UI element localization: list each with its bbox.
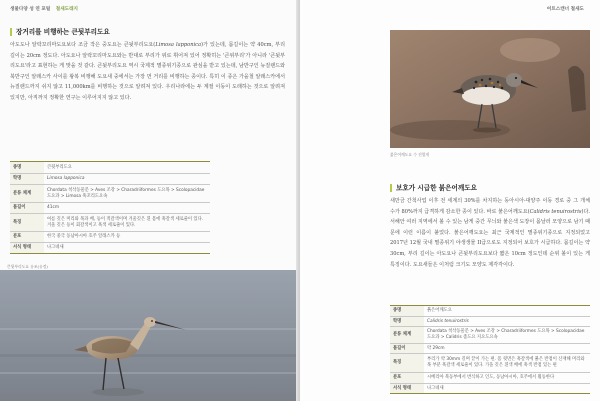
left-body-text: 아도도나 알락꼬리마도요보다 조금 작은 중도요는 큰뒷부리도요(Limosa lapponica)가 있는데, 몸길이는 약 40cm, 부리 길이는 20cm 정도다. 아도요나 알락꼬리마도요와는 반대로 부리가 위로 휘어져 있어 정확히는 '큰위부리'가 아니라 '큰뒷부리도요'라고 표현하는 게 맞을 것 같다. 큰뒷부리도요 역시 국제적 멸종위기종으로 관심을 받고 있는데, 남반구인 뉴질랜드와 북반구인 알래스카 사이를 왕복 비행해 도요새 중에서는 가장 먼 거리를 비행하는 종이다. 특히 이 종은 가을철 알래스카에서 뉴질랜드까지 쉬지 않고 11,000km를 비행하는 것으로 알려져 있다. 우리나라에는 두 계절 이동이 도래하는 것으로 알려져 있지만, 아직까지 정확한 연구는 이루어지지 않고 있다. [10, 42, 286, 101]
great-knot-photo [390, 30, 590, 148]
right-running-header: 어트스캔너 철새도 [546, 7, 584, 12]
left-species-table: 종명 큰뒷부리도요 학명 Limosa lapponica 분류 체계 Chordata 척삭동물문 > Aves 조강 > Charadriiformes 도요목 > Scolopacidae 도요과 > Limosa 흑꼬리도요속 몸길이 41cm 특징 여름 깃은 머리와 목과 배, 등이 적갈색이며 겨울깃은 흰 몸에 흑갈색 세로줄이 있다. 겨울 깃은 등이 회갈색이고 흑색 세로줄이 있다. 분포 한국 중국 동남아시아 호주 알래스카 등 서식 형태 나그네새 [10, 161, 210, 254]
left-heading: 장거리를 비행하는 큰뒷부리도요 [10, 28, 110, 36]
left-page [0, 0, 298, 401]
right-page [300, 0, 600, 401]
right-photo-caption: 붉은어깨도요 수 진열개 [390, 152, 430, 157]
right-species-table: 종명 붉은어깨도요 학명 Calidris tenuirostris 분류 체계 Chordata 척삭동물문 > Aves 조강 > Charadriiformes 도요목 > Scolopacidae 도요과 > Calidris 좀도요 지요도요속 몸길이 약 29cm 특징 부리가 약 30mm 길며 끝이 가는 편. 몸 윗면은 흑갈색에 붉은 반점이 산재해 머리와 목 부분 흑갈색 세로줄이 있다. 가을 깃은 흰색 배에 흑색 반점 있는 편 분포 시베리아 북동부에서 번식하고 인도, 동남아시아, 호주에서 월동한다 서식 형태 나그네새 [390, 305, 590, 394]
left-running-header: 생물다양 성 연 포털 철새도래지 [10, 7, 78, 12]
godwit-illustration [0, 270, 298, 401]
right-body-text: 새만금 간척사업 이후 전 세계의 30%를 차지하는 동아시아-대양주 이동 경로 중 그 개체 수가 80%까지 급격하게 감소한 종이 있다. 바로 붉은어깨도요(Calidris tenuirostris)다. 서해안 여러 지역에서 볼 수 있는 남게 중간 무늬와 붉은색 도장이 몸날러 모양으로 남기 때문에 이런 이름이 붙었다. 붉은어깨도요는 최근 국제적인 멸종위기종으로 지정되었고 2017년 12월 국내 멸종위기 야생생물 II급으로도 지정되어 보호가 시급하다. 몸길이는 약 30cm, 부리 길이는 아도요나 큰뒷부리도요보다 짧은 10cm 정도인데 순위 볼이 있는 게 특징이다. 도요새들은 이처럼 크기도 모양도 제각각이다. [390, 198, 591, 268]
great-knot-illustration [390, 30, 590, 148]
right-heading: 보호가 시급한 붉은어깨도요 [390, 184, 477, 192]
bar-tailed-godwit-photo [0, 270, 298, 401]
left-photo-caption: 큰뒷부리도요 유조(유정) [7, 264, 48, 269]
